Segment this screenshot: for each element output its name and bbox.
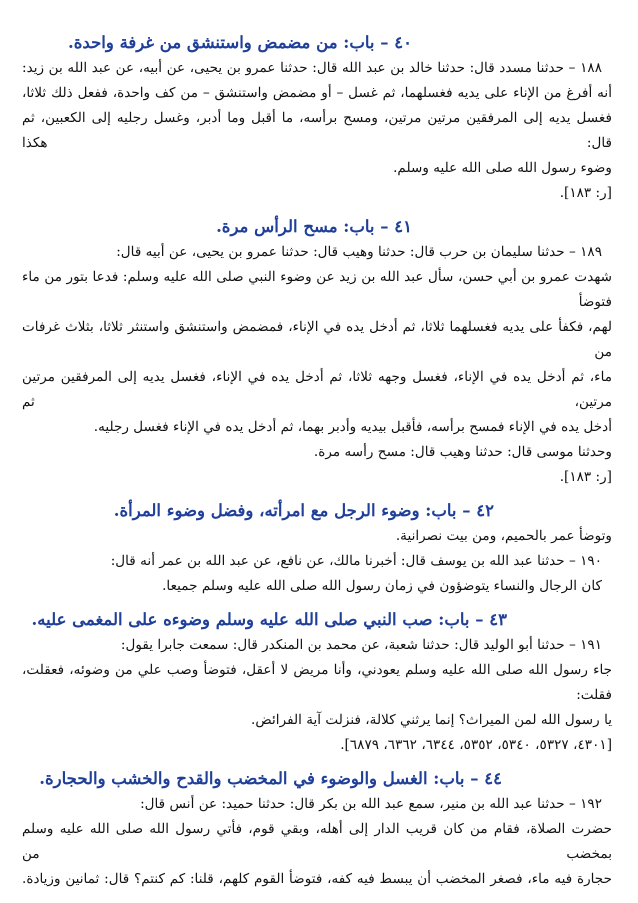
section-42-note: وتوضأ عمر بالحميم، ومن بيت نصرانية. — [395, 528, 612, 544]
section-heading-40: ٤٠ – باب: من مضمض واستنشق من غرفة واحدة. — [68, 33, 412, 52]
section-heading-44: ٤٤ – باب: الغسل والوضوء في المخضب والقدح والخشب والحجارة. — [39, 769, 502, 788]
hadith-189-reference: [ر: ١٨٣]. — [559, 469, 612, 485]
hadith-188-text-line-1: أنه أفرغ من الإناء على يديه فغسلهما، ثم غسل – أو مضمض واستنشق – من كف واحدة، ففعل ذلك ثلاثا، — [22, 85, 612, 101]
hadith-189-text-line-3: ماء، ثم أدخل يده في الإناء، فغسل وجهه ثلاثا، ثم أدخل يده في الإناء، فغسل يديه إلى المرفقين مرتين مرتين، ثم — [22, 369, 612, 410]
hadith-189-text-line-2: لهم، فكفأ على يديه فغسلهما ثلاثا، ثم أدخل يده في الإناء، فمضمض واستنشق واستنثر ثلاثا، بثلاث غرفات من — [22, 319, 612, 360]
hadith-190-isnad: ١٩٠ – حدثنا عبد الله بن يوسف قال: أخبرنا مالك، عن نافع، عن عبد الله بن عمر أنه قال: — [110, 553, 602, 569]
hadith-189-alt-chain: وحدثنا موسى قال: حدثنا وهيب قال: مسح رأسه مرة. — [313, 444, 612, 460]
section-heading-43: ٤٣ – باب: صب النبي صلى الله عليه وسلم وضوءه على المغمى عليه. — [31, 610, 507, 629]
hadith-192-isnad: ١٩٢ – حدثنا عبد الله بن منير، سمع عبد الله بن بكر قال: حدثنا حميد: عن أنس قال: — [140, 796, 602, 812]
hadith-191-isnad: ١٩١ – حدثنا أبو الوليد قال: حدثنا شعبة، عن محمد بن المنكدر قال: سمعت جابرا يقول: — [120, 637, 602, 653]
hadith-189-isnad: ١٨٩ – حدثنا سليمان بن حرب قال: حدثنا وهيب قال: حدثنا عمرو بن يحيى، عن أبيه قال: — [116, 244, 602, 260]
hadith-189-text-line-1: شهدت عمرو بن أبي حسن، سأل عبد الله بن زيد عن وضوء النبي صلى الله عليه وسلم: فدعا بتور من ماء فتوضأ — [22, 269, 612, 310]
hadith-188-text-line-3: وضوء رسول الله صلى الله عليه وسلم. — [393, 160, 612, 176]
hadith-188-isnad: ١٨٨ – حدثنا مسدد قال: حدثنا خالد بن عبد الله قال: حدثنا عمرو بن يحيى، عن أبيه، عن عبد الله بن زيد: — [22, 60, 602, 76]
hadith-188-reference: [ر: ١٨٣]. — [559, 185, 612, 201]
section-heading-41: ٤١ – باب: مسح الرأس مرة. — [216, 217, 412, 236]
hadith-188-text-line-2: فغسل يديه إلى المرفقين مرتين مرتين، ومسح برأسه، ما أقبل وما أدبر، وغسل رجليه إلى الكعبين، ثم قال: هكذا — [22, 110, 612, 151]
hadith-192-text-line-1: حضرت الصلاة، فقام من كان قريب الدار إلى أهله، وبقي قوم، فأتي رسول الله صلى الله عليه وسلم بمخضب من — [22, 821, 612, 862]
hadith-191-text-line-2: يا رسول الله لمن الميراث؟ إنما يرثني كلالة، فنزلت آية الفرائض. — [251, 712, 612, 728]
hadith-191-reference: [٤٣٠١، ٥٣٢٧، ٥٣٤٠، ٥٣٥٢، ٦٣٤٤، ٦٣٦٢، ٦٨٧٩]. — [340, 737, 612, 753]
section-heading-42: ٤٢ – باب: وضوء الرجل مع امرأته، وفضل وضوء المرأة. — [113, 501, 494, 520]
hadith-191-text-line-1: جاء رسول الله صلى الله عليه وسلم يعودني، وأنا مريض لا أعقل، فتوضأ وصب علي من وضوئه، فعقلت، فقلت: — [22, 662, 612, 703]
hadith-190-text: كان الرجال والنساء يتوضؤون في زمان رسول الله صلى الله عليه وسلم جميعا. — [162, 578, 602, 594]
hadith-189-text-line-4: أدخل يده في الإناء فمسح برأسه، فأقبل بيديه وأدبر بهما، ثم أدخل يده في الإناء فغسل رجليه. — [93, 419, 612, 435]
hadith-192-text-line-2: حجارة فيه ماء، فصغر المخضب أن يبسط فيه كفه، فتوضأ القوم كلهم، قلنا: كم كنتم؟ قال: ثمانين وزيادة. — [22, 871, 612, 887]
